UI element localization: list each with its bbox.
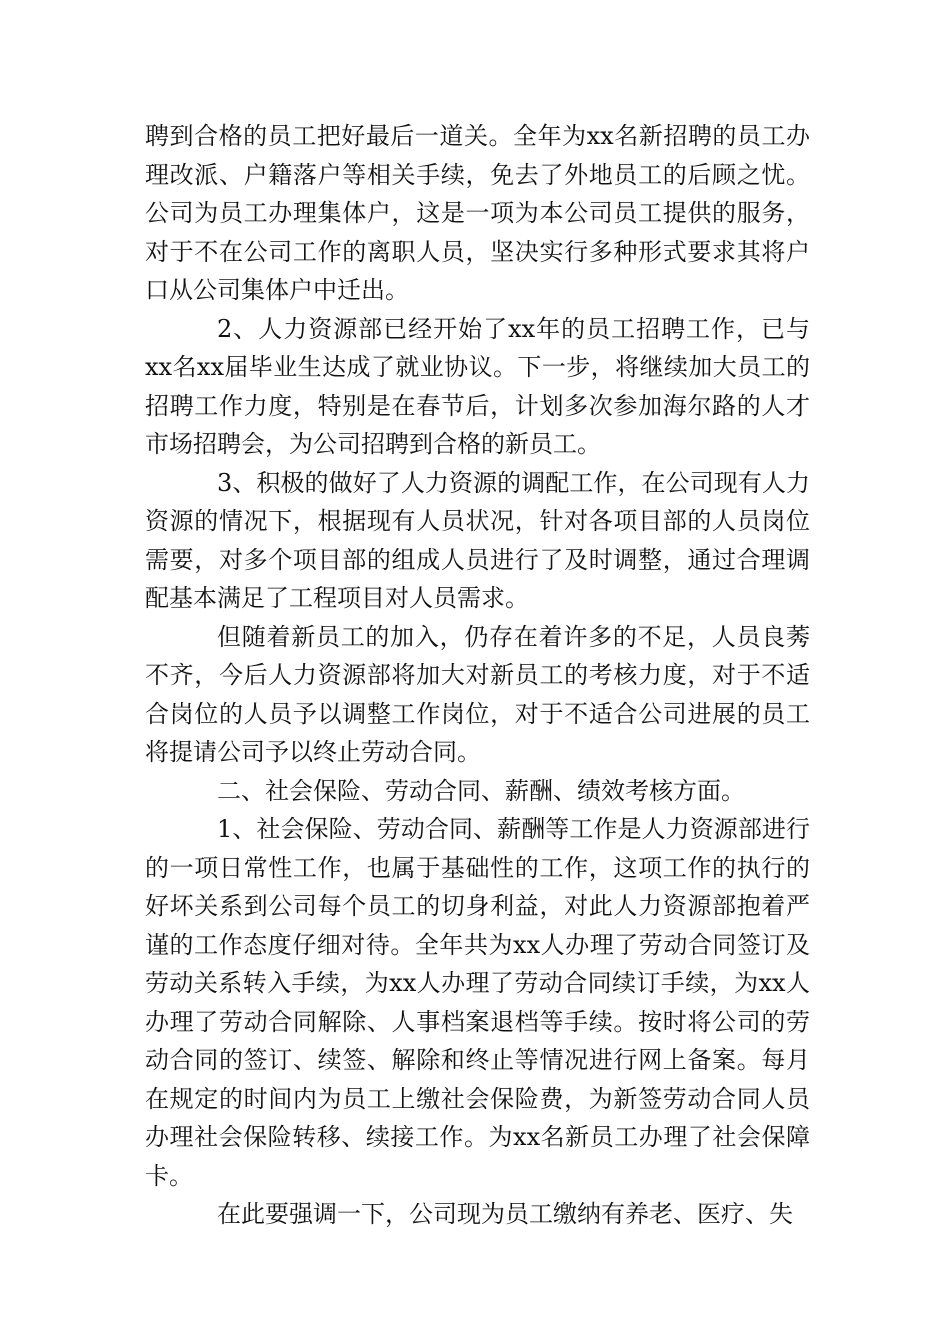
paragraph-shortcomings: 但随着新员工的加入，仍存在着许多的不足，人员良莠不齐，今后人力资源部将加大对新员工的考核力度，对于不适合岗位的人员予以调整工作岗位，对于不适合公司进展的员工将提请公司予以终止劳动合同。 <box>145 622 810 766</box>
paragraph-social-insurance-contracts: 1、社会保险、劳动合同、薪酬等工作是人力资源部进行的一项日常性工作，也属于基础性的工作，这项工作的执行的好坏关系到公司每个员工的切身利益，对此人力资源部抱着严谨的工作态度仔细对待。全年共为xx人办理了劳动合同签订及劳动关系转入手续，为xx人办理了劳动合同续订手续，为xx人办理了劳动合同解除、人事档案退档等手续。按时将公司的劳动合同的签订、续签、解除和终止等情况进行网上备案。每月在规定的时间内为员工上缴社会保险费，为新签劳动合同人员办理社会保险转移、续接工作。为xx名新员工办理了社会保障卡。 <box>145 815 810 1190</box>
paragraph-continuation: 聘到合格的员工把好最后一道关。全年为xx名新招聘的员工办理改派、户籍落户等相关手续，免去了外地员工的后顾之忧。公司为员工办理集体户，这是一项为本公司员工提供的服务，对于不在公司工作的离职人员，坚决实行多种形式要求其将户口从公司集体户中迁出。 <box>145 122 810 304</box>
paragraph-recruitment-progress: 2、人力资源部已经开始了xx年的员工招聘工作，已与xx名xx届毕业生达成了就业协议。下一步，将继续加大员工的招聘工作力度，特别是在春节后，计划多次参加海尔路的人才市场招聘会，为公司招聘到合格的新员工。 <box>145 314 810 458</box>
paragraph-staff-allocation: 3、积极的做好了人力资源的调配工作，在公司现有人力资源的情况下，根据现有人员状况，针对各项目部的人员岗位需要，对多个项目部的组成人员进行了及时调整，通过合理调配基本满足了工程项目对人员需求。 <box>145 468 810 612</box>
section-heading-social-insurance: 二、社会保险、劳动合同、薪酬、绩效考核方面。 <box>217 776 745 805</box>
document-body <box>145 117 810 1234</box>
paragraph-emphasis: 在此要强调一下，公司现为员工缴纳有养老、医疗、失 <box>217 1200 793 1228</box>
